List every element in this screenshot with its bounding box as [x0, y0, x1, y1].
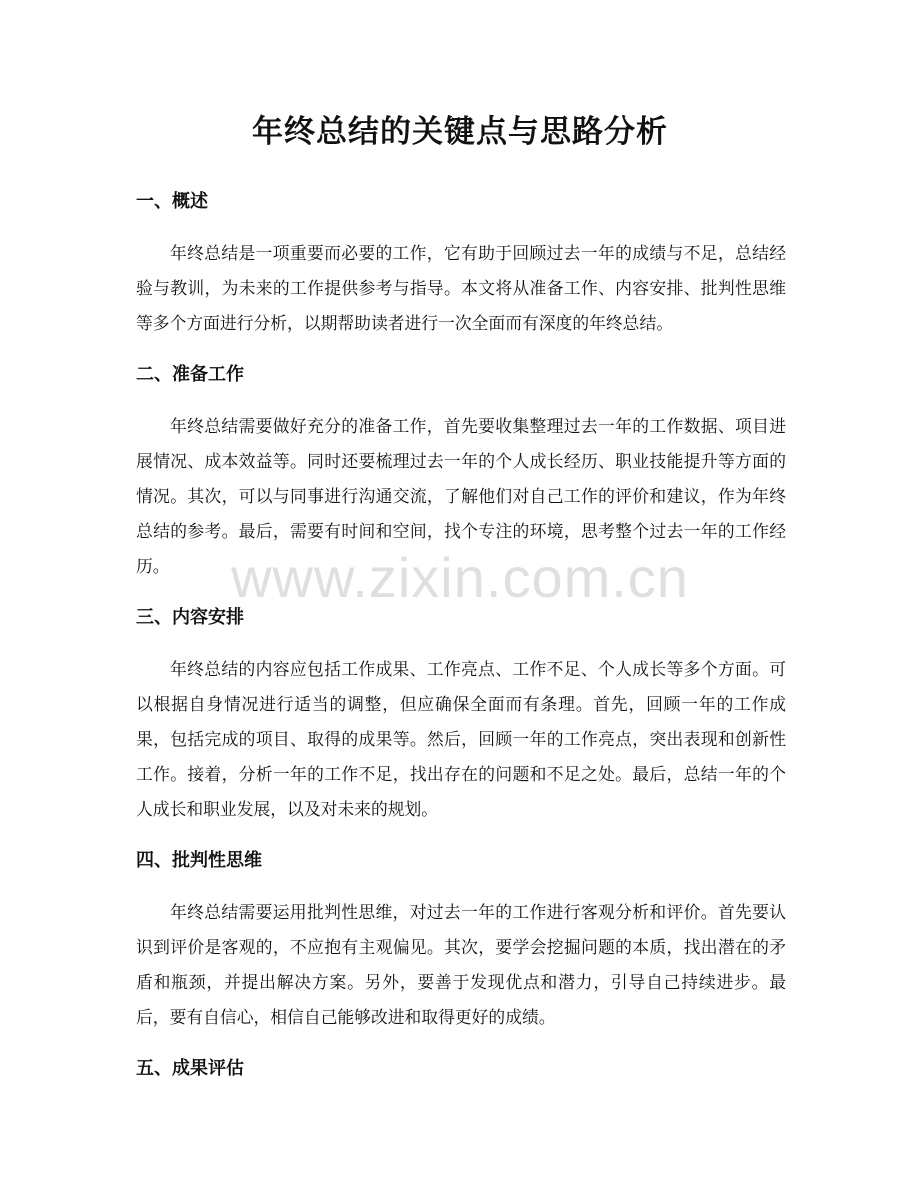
section-paragraph-overview: 年终总结是一项重要而必要的工作，它有助于回顾过去一年的成绩与不足，总结经验与教训，为未来的工作提供参考与指导。本文将从准备工作、内容安排、批判性思维等多个方面进行分析，以期帮助读者进行一次全面而有深度的年终总结。 — [136, 243, 786, 333]
section-heading-critical-thinking: 四、批判性思维 — [136, 850, 262, 871]
section-heading-overview: 一、概述 — [136, 191, 208, 212]
section-heading-result-evaluation: 五、成果评估 — [136, 1058, 244, 1079]
section-heading-preparation: 二、准备工作 — [136, 364, 244, 385]
section-paragraph-preparation: 年终总结需要做好充分的准备工作，首先要收集整理过去一年的工作数据、项目进展情况、成本效益等。同时还要梳理过去一年的个人成长经历、职业技能提升等方面的情况。其次，可以与同事进行沟通交流，了解他们对自己工作的评价和建议，作为年终总结的参考。最后，需要有时间和空间，找个专注的环境，思考整个过去一年的工作经历。 — [136, 416, 786, 576]
section-paragraph-critical-thinking: 年终总结需要运用批判性思维，对过去一年的工作进行客观分析和评价。首先要认识到评价是客观的，不应抱有主观偏见。其次，要学会挖掘问题的本质，找出潜在的矛盾和瓶颈，并提出解决方案。另外，要善于发现优点和潜力，引导自己持续进步。最后，要有自信心，相信自己能够改进和取得更好的成绩。 — [136, 902, 786, 1027]
section-paragraph-content-arrangement: 年终总结的内容应包括工作成果、工作亮点、工作不足、个人成长等多个方面。可以根据自身情况进行适当的调整，但应确保全面而有条理。首先，回顾一年的工作成果，包括完成的项目、取得的成果等。然后，回顾一年的工作亮点，突出表现和创新性工作。接着，分析一年的工作不足，找出存在的问题和不足之处。最后，总结一年的个人成长和职业发展，以及对未来的规划。 — [136, 659, 786, 819]
document-title: 年终总结的关键点与思路分析 — [252, 114, 668, 150]
section-heading-content-arrangement: 三、内容安排 — [136, 607, 244, 628]
watermark: www.zixin.com.cn — [231, 546, 689, 609]
